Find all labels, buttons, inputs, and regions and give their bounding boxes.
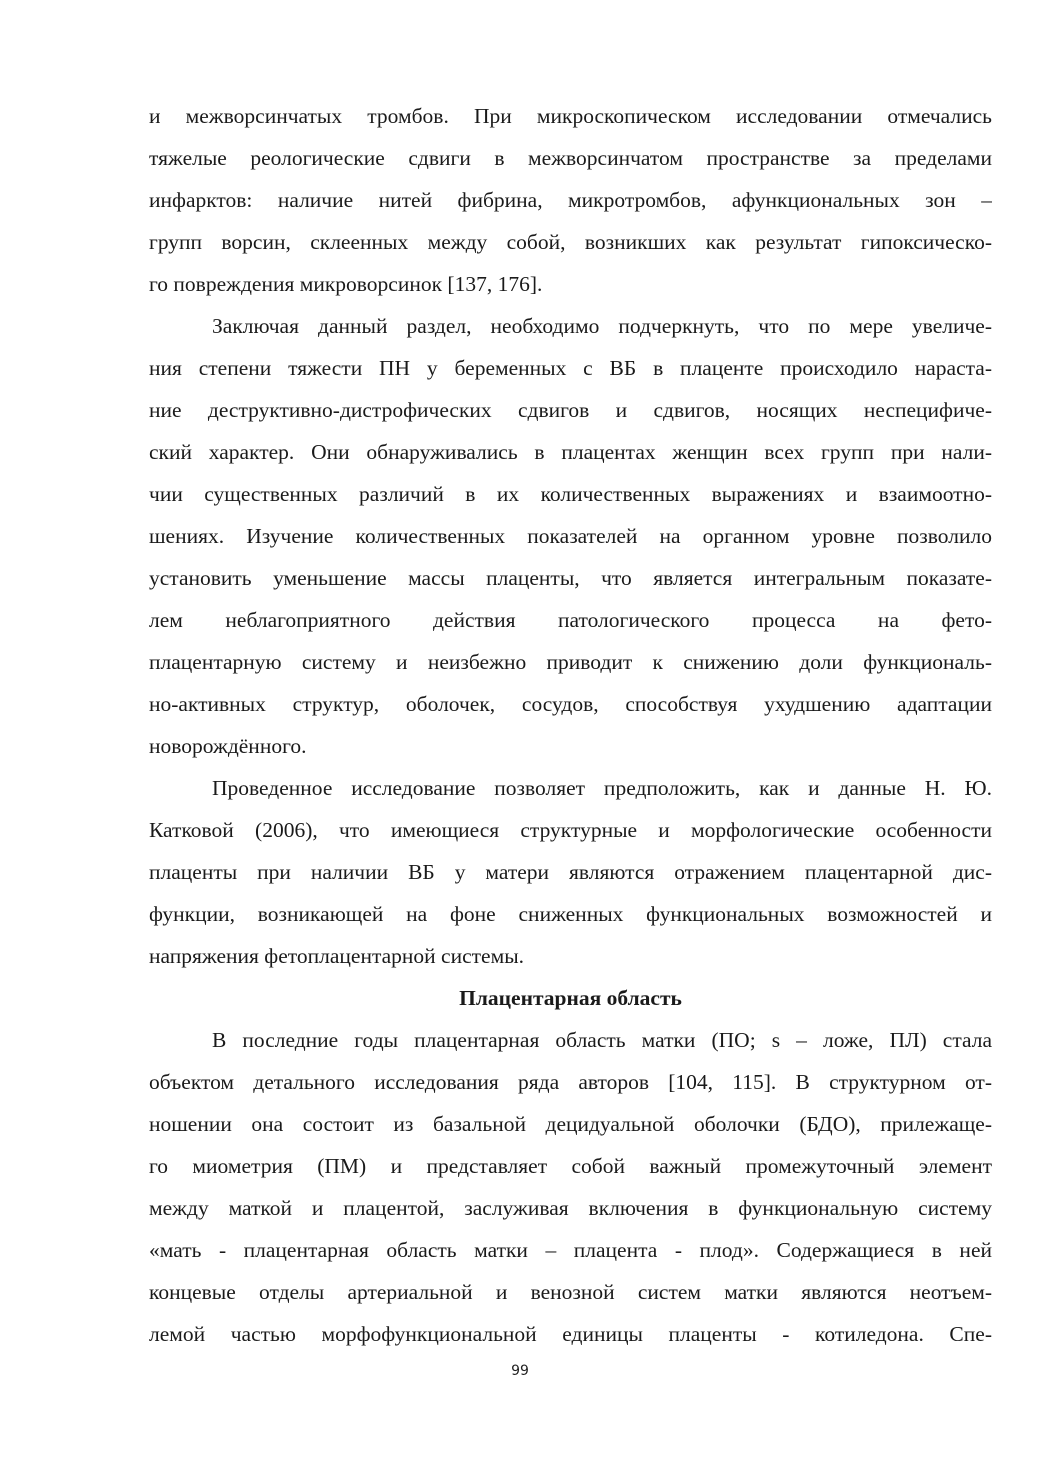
paragraph-3	[149, 767, 992, 977]
text-line: лемой частью морфофункциональной единицы плаценты - котиледона. Спе-	[149, 1322, 992, 1346]
text-line: лем неблагоприятного действия патологического процесса на фето-	[149, 608, 992, 632]
text-line: ношении она состоит из базальной децидуальной оболочки (БДО), прилежаще-	[149, 1112, 992, 1136]
text-line: плаценты при наличии ВБ у матери являются отражением плацентарной дис-	[149, 860, 992, 884]
text-line: В последние годы плацентарная область матки (ПО; s – ложе, ПЛ) стала	[212, 1028, 992, 1052]
text-line: Катковой (2006), что имеющиеся структурные и морфологические особенности	[149, 818, 992, 842]
text-line: функции, возникающей на фоне сниженных функциональных возможностей и	[149, 902, 992, 926]
text-line: Проведенное исследование позволяет предположить, как и данные Н. Ю.	[212, 776, 992, 800]
text-line: го миометрия (ПМ) и представляет собой важный промежуточный элемент	[149, 1154, 992, 1178]
paragraph-2	[149, 305, 992, 767]
text-line: но-активных структур, оболочек, сосудов, способствуя ухудшению адаптации	[149, 692, 992, 716]
text-line: новорождённого.	[149, 734, 307, 758]
text-line: ский характер. Они обнаруживались в плацентах женщин всех групп при нали-	[149, 440, 992, 464]
text-line: плацентарную систему и неизбежно приводит к снижению доли функциональ-	[149, 650, 992, 674]
text-line: напряжения фетоплацентарной системы.	[149, 944, 525, 968]
text-line: объектом детального исследования ряда авторов [104, 115]. В структурном от-	[149, 1070, 992, 1094]
document-page	[149, 95, 992, 1355]
text-line: групп ворсин, склеенных между собой, возникших как результат гипоксическо-	[149, 230, 992, 254]
text-line: Заключая данный раздел, необходимо подчеркнуть, что по мере увеличе-	[212, 314, 992, 338]
text-line: инфарктов: наличие нитей фибрина, микротромбов, афункциональных зон –	[149, 188, 992, 212]
text-line: ния степени тяжести ПН у беременных с ВБ в плаценте происходило нараста-	[149, 356, 992, 380]
text-line: концевые отделы артериальной и венозной систем матки являются неотъем-	[149, 1280, 992, 1304]
text-line: ние деструктивно-дистрофических сдвигов и сдвигов, носящих неспецифиче-	[149, 398, 992, 422]
text-line: чии существенных различий в их количественных выражениях и взаимоотно-	[149, 482, 992, 506]
section-heading: Плацентарная область	[459, 986, 682, 1010]
text-line: и межворсинчатых тромбов. При микроскопическом исследовании отмечались	[149, 104, 992, 128]
text-line: шениях. Изучение количественных показателей на органном уровне позволило	[149, 524, 992, 548]
text-line: между маткой и плацентой, заслуживая включения в функциональную систему	[149, 1196, 992, 1220]
paragraph-4	[149, 1019, 992, 1355]
text-line: го повреждения микроворсинок [137, 176].	[149, 272, 543, 296]
text-line: установить уменьшение массы плаценты, что является интегральным показате-	[149, 566, 992, 590]
text-line: тяжелые реологические сдвиги в межворсинчатом пространстве за пределами	[149, 146, 992, 170]
page-number: 99	[511, 1363, 529, 1379]
paragraph-1	[149, 95, 992, 305]
text-line: «мать - плацентарная область матки – плацента - плод». Содержащиеся в ней	[149, 1238, 992, 1262]
